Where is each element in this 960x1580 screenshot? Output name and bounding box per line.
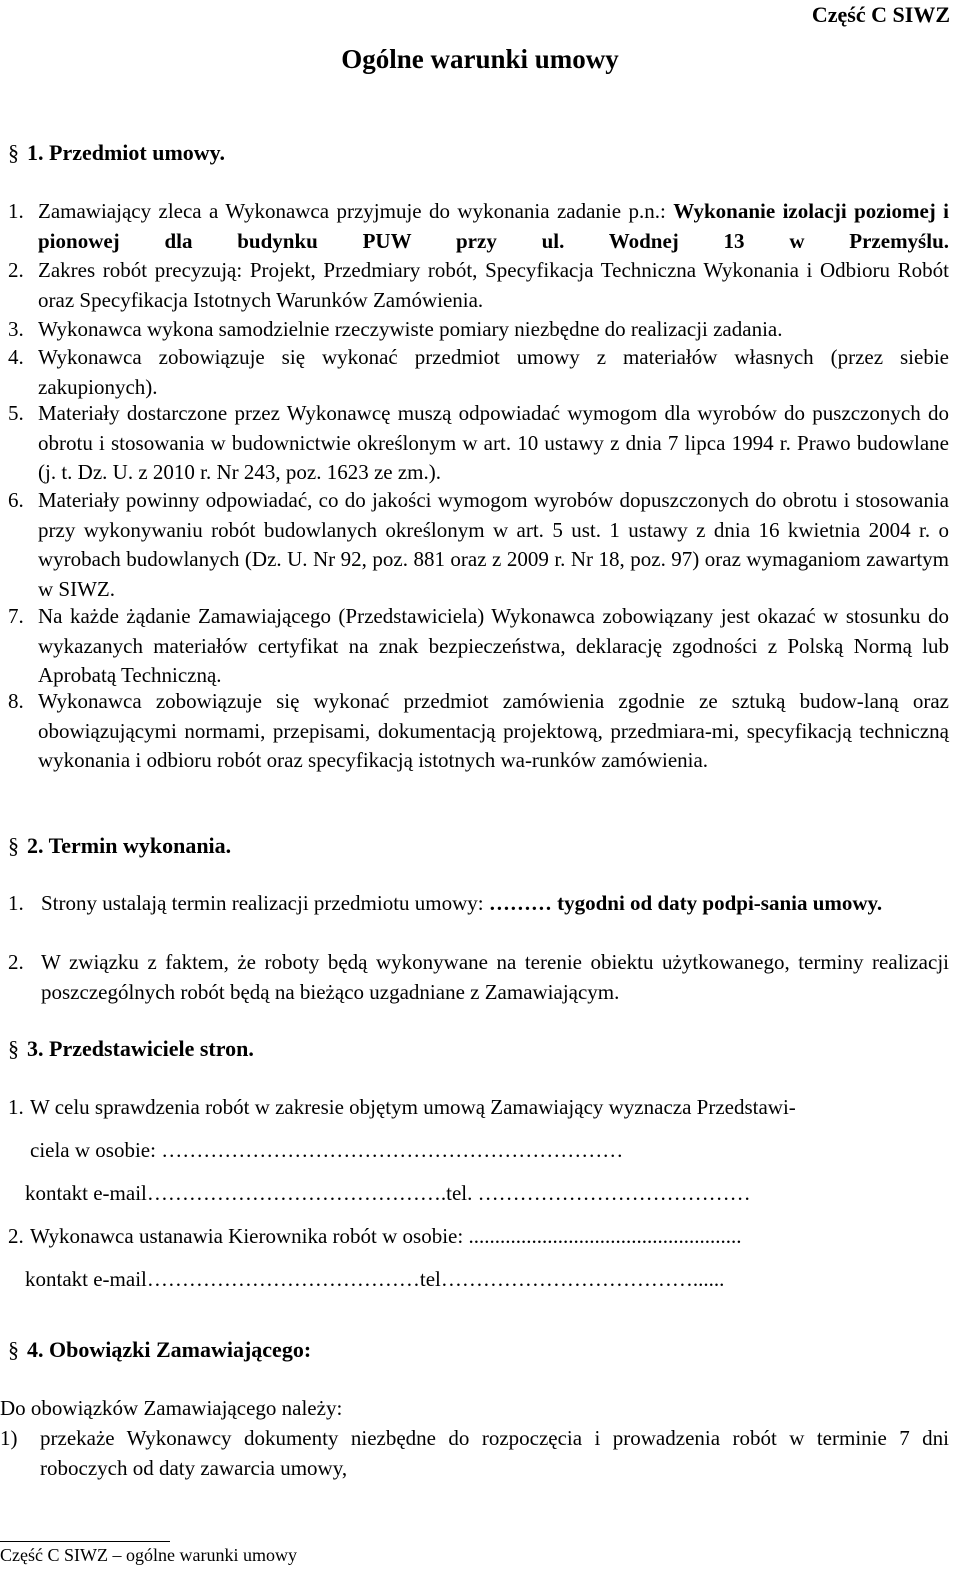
list-item: 7. Na każde żądanie Zamawiającego (Przedstawiciela) Wykonawca zobowiązany jest okazać w stosunku do wykazanych materiałów certyfikat na znak bezpieczeństwa, deklarację zgodności z Polską Normą lub Aprobatą Techniczną. [8,604,949,687]
list-item: 4. Wykonawca zobowiązuje się wykonać przedmiot umowy z materiałów własnych (przez siebie zakupionych). [8,345,949,399]
section-symbol: § [8,1036,19,1061]
section-4-heading: § 4. Obowiązki Zamawiającego: [8,1337,312,1362]
section-4-intro: Do obowiązków Zamawiającego należy: [0,1396,343,1420]
manager-contact-line: kontakt e-mail…………………………………tel………………………………...... [25,1267,725,1291]
section-2-heading: § 2. Termin wykonania. [8,833,232,858]
document-title: Ogólne warunki umowy [341,44,619,74]
section-3-heading: § 3. Przedstawiciele stron. [8,1036,254,1061]
section-1-heading: § 1. Przedmiot umowy. [8,140,225,165]
list-item: 8. Wykonawca zobowiązuje się wykonać przedmiot zamówienia zgodnie ze sztuką budow-laną oraz obowiązującymi normami, przepisami, dokumentacją projektową, przedmiara-mi, specyfikacją techniczną wykonania i odbioru robót oraz specyfikacją istotnych wa-runków zamówienia. [8,689,949,772]
list-item: 1. Strony ustalają termin realizacji przedmiotu umowy: ……… tygodni od daty podpi-sania umowy. [8,891,883,915]
list-item: 5. Materiały dostarczone przez Wykonawcę muszą odpowiadać wymogom dla wyrobów do puszczonych do obrotu i stosowania w budownictwie określonym w art. 10 ustawy z dnia 7 lipca 1994 r. Prawo budowlane (j. t. Dz. U. z 2010 r. Nr 243, poz. 1623 ze zm.). [8,401,949,484]
list-item: 2. Wykonawca ustanawia Kierownika robót w osobie: .................................................... [8,1224,742,1248]
list-item: 3. Wykonawca wykona samodzielnie rzeczywiste pomiary niezbędne do realizacji zadania. [8,317,783,341]
list-item: 1. W celu sprawdzenia robót w zakresie objętym umową Zamawiający wyznacza Przedstawi- [8,1095,796,1119]
list-item: 2. Zakres robót precyzują: Projekt, Przedmiary robót, Specyfikacja Techniczna Wykonania i Odbioru Robót oraz Specyfikacja Istotnych Warunków Zamówienia. [8,258,949,312]
list-item: 1. Zamawiający zleca a Wykonawca przyjmuje do wykonania zadanie p.n.: Wykonanie izolacji poziomej i pionowej dla budynku PUW przy ul. Wodnej 13 w Przemyślu. [8,199,949,253]
representative-contact-line: kontakt e-mail…………………………………….tel. ………………………………… [25,1181,751,1205]
footer-rule [0,1541,170,1542]
section-symbol: § [8,833,19,858]
page-footer: Część C SIWZ – ogólne warunki umowy [0,1545,297,1565]
representative-name-line: ciela w osobie: ………………………………………………………… [30,1138,624,1162]
list-item: 1) przekaże Wykonawcy dokumenty niezbędne do rozpoczęcia i prowadzenia robót w terminie 7 dni roboczych od daty zawarcia umowy, [0,1426,949,1480]
section-symbol: § [8,1337,19,1362]
list-item: 6. Materiały powinny odpowiadać, co do jakości wymogom wyrobów dopuszczonych do obrotu i stosowania przy wykonywaniu robót budowlanych określonym w art. 5 ust. 1 ustawy z dnia 16 kwietnia 2004 r. o wyrobach budowlanych (Dz. U. Nr 92, poz. 881 oraz z 2009 r. Nr 18, poz. 97) oraz wymaganiom zawartym w SIWZ. [8,488,949,601]
section-symbol: § [8,140,19,165]
list-item: 2. W związku z faktem, że roboty będą wykonywane na terenie obiektu użytkowanego, terminy realizacji poszczególnych robót będą na bieżąco uzgadniane z Zamawiającym. [8,950,949,1004]
part-label: Część C SIWZ [811,2,950,27]
